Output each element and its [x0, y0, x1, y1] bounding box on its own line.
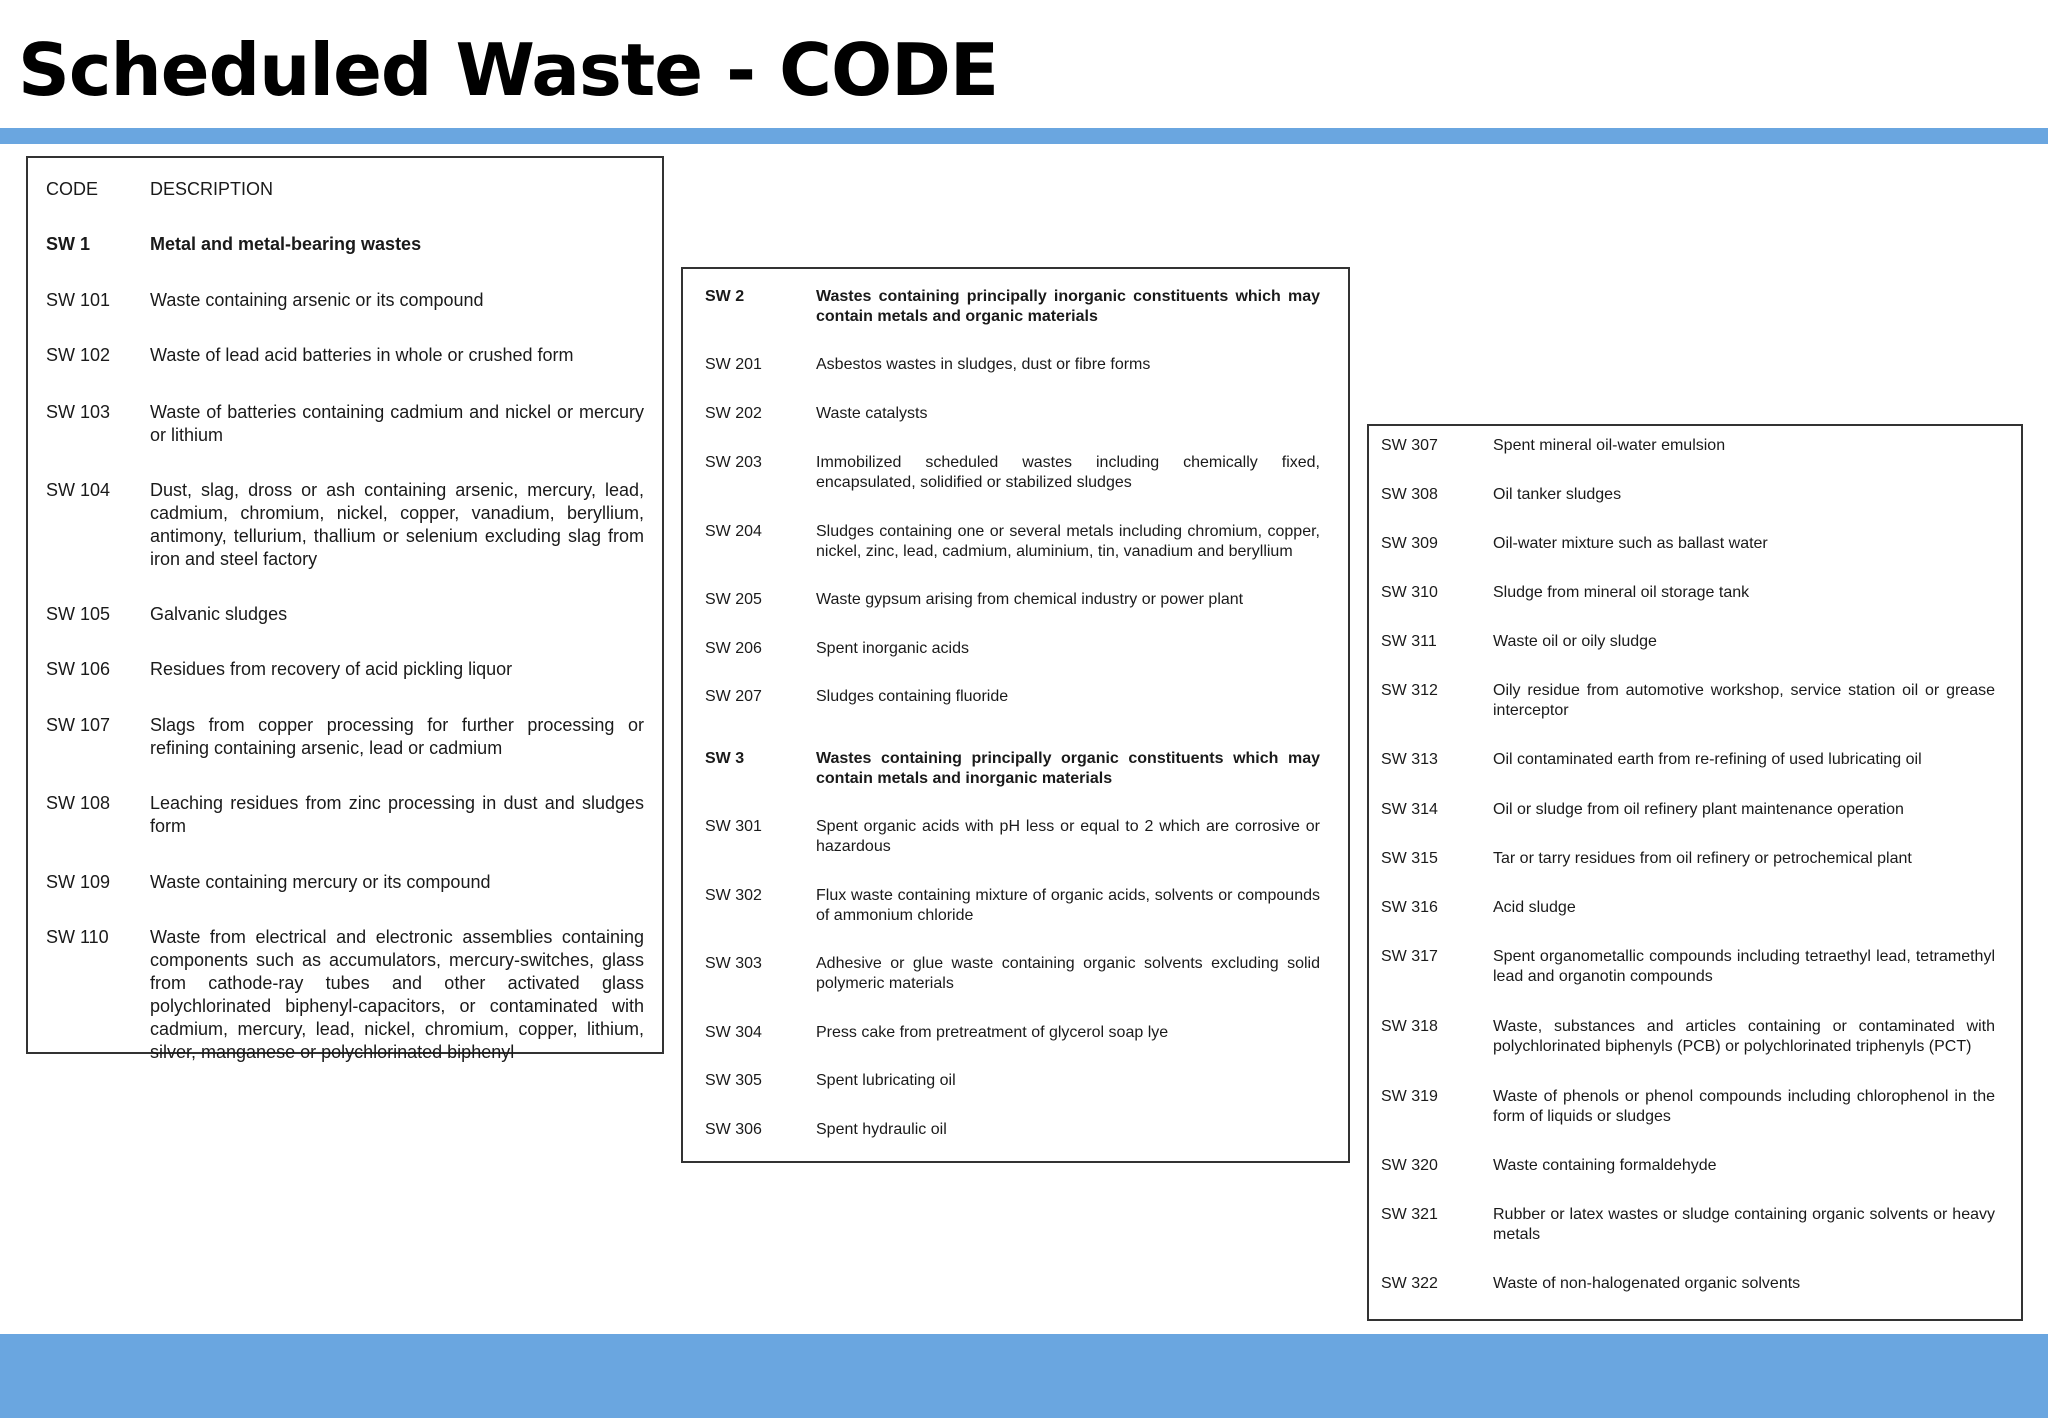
row-code: SW 110: [46, 927, 109, 947]
row-code: SW 202: [705, 405, 762, 422]
table-row: [705, 1023, 1320, 1043]
row-code: SW 319: [1381, 1088, 1438, 1105]
row-code: SW 318: [1381, 1018, 1438, 1035]
row-description: Waste from electrical and electronic assemblies containing components such as accumulators, mercury-switches, glass from cathode-ray tubes and other activated glass polychlorinated biphenyl-capacitors, or contaminated with cadmium, mercury, lead, nickel, chromium, copper, lithium, silver, manganese or polychlorinated biphenyl: [150, 927, 644, 1062]
row-code: SW 316: [1381, 899, 1438, 916]
row-description: Spent inorganic acids: [816, 640, 969, 657]
row-code: SW 204: [705, 523, 762, 540]
header-description: DESCRIPTION: [150, 179, 274, 199]
row-description: Waste containing arsenic or its compound: [150, 290, 484, 310]
row-description: Dust, slag, dross or ash containing arsenic, mercury, lead, cadmium, chromium, nickel, copper, vanadium, beryllium, antimony, tellurium, thallium or selenium excluding slag from iron and steel factory: [150, 480, 644, 569]
row-code: SW 201: [705, 356, 762, 373]
row-description: Sludges containing one or several metals including chromium, copper, nickel, zinc, lead, cadmium, aluminium, tin, vanadium and beryllium: [816, 523, 1320, 560]
table-row: [1381, 898, 1995, 918]
row-code: SW 107: [46, 715, 111, 735]
table-row: [1381, 1156, 1995, 1176]
top-accent-bar: [0, 128, 2048, 144]
table-row: [46, 714, 644, 760]
code-table-sw1: [26, 156, 664, 1062]
row-description: Spent lubricating oil: [816, 1072, 956, 1089]
row-description: Tar or tarry residues from oil refinery or petrochemical plant: [1493, 850, 1912, 867]
row-description: Spent organometallic compounds including tetraethyl lead, tetramethyl lead and organotin compounds: [1493, 948, 1995, 985]
row-description: Asbestos wastes in sludges, dust or fibre forms: [816, 356, 1151, 373]
row-code: SW 203: [705, 454, 762, 471]
row-code: SW 312: [1381, 682, 1438, 699]
row-description: Oily residue from automotive workshop, service station oil or grease interceptor: [1493, 682, 1995, 719]
code-table-sw3-continued: [1367, 424, 2023, 1321]
row-description: Oil or sludge from oil refinery plant maintenance operation: [1493, 801, 1904, 818]
table-row: [705, 355, 1320, 375]
table-row: [705, 749, 1320, 789]
row-code: SW 314: [1381, 801, 1438, 818]
row-code: SW 308: [1381, 486, 1438, 503]
row-code: SW 307: [1381, 437, 1438, 454]
row-code: SW 304: [705, 1024, 762, 1041]
row-code: SW 109: [46, 872, 111, 892]
row-description: Sludge from mineral oil storage tank: [1493, 584, 1750, 601]
row-code: SW 303: [705, 955, 762, 972]
table-row: [1381, 1274, 1995, 1294]
row-code: SW 1: [46, 234, 91, 254]
row-description: Adhesive or glue waste containing organic solvents excluding solid polymeric materials: [816, 955, 1320, 992]
row-code: SW 311: [1381, 633, 1437, 650]
row-code: SW 313: [1381, 751, 1438, 768]
row-code: SW 322: [1381, 1275, 1438, 1292]
table-row: [705, 590, 1320, 610]
table-row: [705, 886, 1320, 926]
table-row: [1381, 849, 1995, 869]
table-row: [46, 603, 644, 626]
table-row: [1381, 485, 1995, 505]
row-code: SW 320: [1381, 1157, 1438, 1174]
row-code: SW 101: [46, 290, 111, 310]
row-code: SW 2: [705, 288, 745, 305]
row-code: SW 310: [1381, 584, 1438, 601]
header-code: CODE: [46, 179, 99, 199]
table-row: [705, 954, 1320, 994]
table-row: [705, 1120, 1320, 1140]
table-row: [705, 687, 1320, 707]
row-code: SW 306: [705, 1121, 762, 1138]
row-description: Waste of non-halogenated organic solvents: [1493, 1275, 1801, 1292]
row-description: Oil contaminated earth from re-refining of used lubricating oil: [1493, 751, 1922, 768]
row-code: SW 317: [1381, 948, 1438, 965]
row-code: SW 206: [705, 640, 762, 657]
row-description: Flux waste containing mixture of organic acids, solvents or compounds of ammonium chloride: [816, 887, 1320, 924]
table-row: [705, 817, 1320, 857]
row-description: Waste of lead acid batteries in whole or crushed form: [150, 345, 574, 365]
row-code: SW 104: [46, 480, 111, 500]
table-row: [46, 871, 644, 894]
table-row: [46, 792, 644, 838]
code-table-sw2-sw3: [681, 267, 1350, 1163]
row-code: SW 207: [705, 688, 762, 705]
row-code: SW 105: [46, 604, 111, 624]
table-row: [1381, 750, 1995, 770]
row-description: Waste gypsum arising from chemical industry or power plant: [816, 591, 1244, 608]
row-code: SW 108: [46, 793, 111, 813]
row-description: Spent hydraulic oil: [816, 1121, 947, 1138]
table-row: [1381, 1017, 1995, 1057]
row-description: Oil tanker sludges: [1493, 486, 1622, 503]
row-description: Wastes containing principally organic constituents which may contain metals and inorganic materials: [816, 750, 1320, 787]
row-description: Galvanic sludges: [150, 604, 288, 624]
row-description: Rubber or latex wastes or sludge containing organic solvents or heavy metals: [1493, 1206, 1995, 1243]
table-row: [1381, 534, 1995, 554]
row-code: SW 321: [1381, 1206, 1438, 1223]
row-description: Press cake from pretreatment of glycerol soap lye: [816, 1024, 1169, 1041]
table-row: [1381, 1205, 1995, 1245]
table-header: [46, 178, 644, 201]
table-row: [705, 639, 1320, 659]
bottom-accent-bar: [0, 1334, 2048, 1418]
table-row: [46, 658, 644, 681]
row-code: SW 205: [705, 591, 762, 608]
row-description: Sludges containing fluoride: [816, 688, 1009, 705]
row-code: SW 315: [1381, 850, 1438, 867]
table-row: [1381, 632, 1995, 652]
row-description: Spent organic acids with pH less or equal to 2 which are corrosive or hazardous: [816, 818, 1320, 855]
table-row: [46, 401, 644, 447]
row-code: SW 102: [46, 345, 111, 365]
table-row: [1381, 800, 1995, 820]
table-row: [1381, 947, 1995, 987]
row-code: SW 309: [1381, 535, 1438, 552]
table-row: [705, 287, 1320, 327]
table-row: [46, 479, 644, 571]
table-row: [705, 404, 1320, 424]
row-description: Waste, substances and articles containing or contaminated with polychlorinated biphenyls (PCB) or polychlorinated triphenyls (PCT): [1493, 1018, 1995, 1055]
row-description: Waste of batteries containing cadmium and nickel or mercury or lithium: [150, 402, 644, 445]
row-description: Immobilized scheduled wastes including chemically fixed, encapsulated, solidified or stabilized sludges: [816, 454, 1320, 491]
row-description: Spent mineral oil-water emulsion: [1493, 437, 1726, 454]
table-row: [705, 453, 1320, 493]
row-code: SW 103: [46, 402, 111, 422]
row-description: Waste oil or oily sludge: [1493, 633, 1657, 650]
table-row: [46, 289, 644, 312]
page-title: Scheduled Waste - CODE: [18, 28, 999, 112]
row-description: Metal and metal-bearing wastes: [150, 234, 422, 254]
row-description: Waste containing formaldehyde: [1493, 1157, 1717, 1174]
table-row: [1381, 583, 1995, 603]
row-code: SW 106: [46, 659, 111, 679]
row-code: SW 3: [705, 750, 745, 767]
row-description: Wastes containing principally inorganic constituents which may contain metals and organic materials: [816, 288, 1320, 325]
row-description: Waste of phenols or phenol compounds including chlorophenol in the form of liquids or sludges: [1493, 1088, 1995, 1125]
table-row: [46, 344, 644, 367]
table-row: [705, 1071, 1320, 1091]
row-description: Leaching residues from zinc processing in dust and sludges form: [150, 793, 644, 836]
row-description: Residues from recovery of acid pickling liquor: [150, 659, 513, 679]
table-row: [705, 522, 1320, 562]
row-description: Waste catalysts: [816, 405, 928, 422]
row-code: SW 302: [705, 887, 762, 904]
table-row: [1381, 436, 1995, 456]
row-description: Acid sludge: [1493, 899, 1576, 916]
row-description: Slags from copper processing for further processing or refining containing arsenic, lead or cadmium: [150, 715, 644, 758]
row-description: Waste containing mercury or its compound: [150, 872, 491, 892]
row-description: Oil-water mixture such as ballast water: [1493, 535, 1768, 552]
row-code: SW 301: [705, 818, 762, 835]
table-row: [46, 233, 644, 256]
row-code: SW 305: [705, 1072, 762, 1089]
table-row: [1381, 1087, 1995, 1127]
table-row: [1381, 681, 1995, 721]
table-row: [46, 926, 644, 1064]
